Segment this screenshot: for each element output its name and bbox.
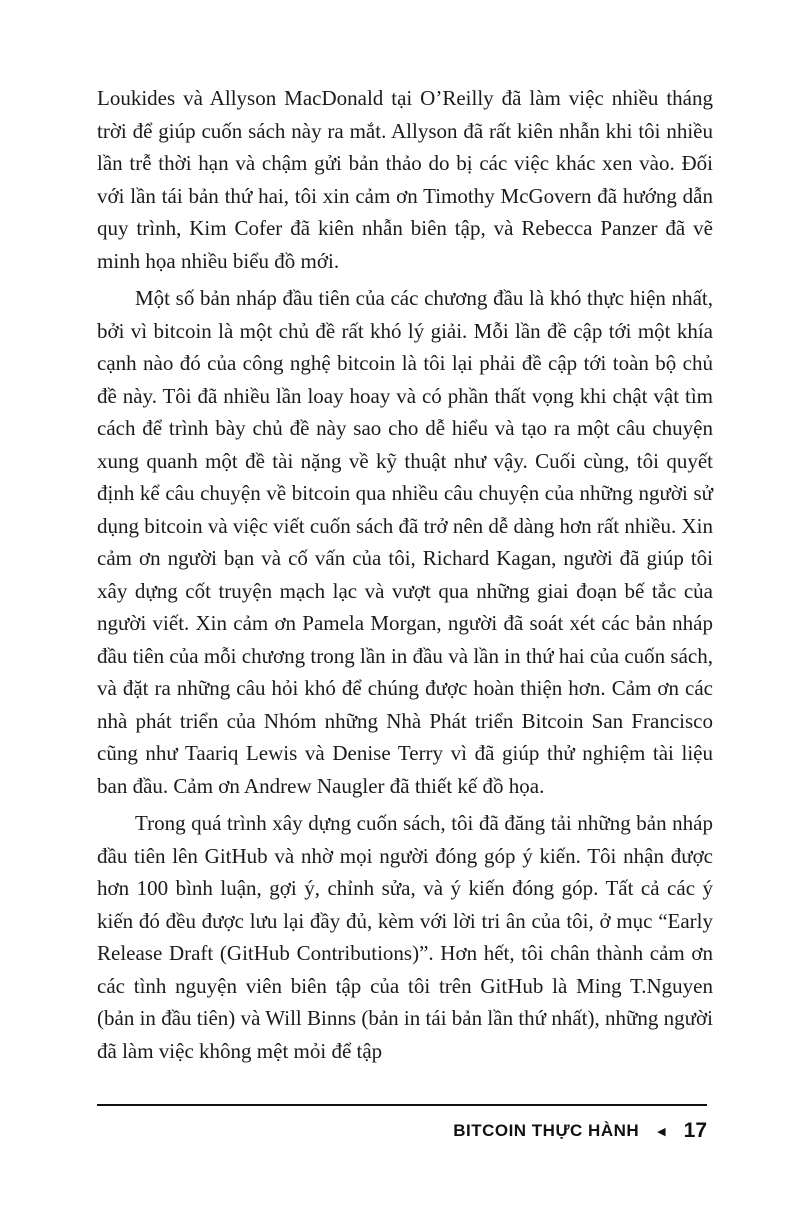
footer-book-title: BITCOIN THỰC HÀNH (453, 1121, 640, 1140)
page-footer (97, 1104, 707, 1143)
footer-rule (97, 1104, 707, 1106)
page-body (97, 82, 713, 1072)
body-paragraph: Loukides và Allyson MacDonald tại O’Reilly đã làm việc nhiều tháng trời để giúp cuốn sách này ra mắt. Allyson đã rất kiên nhẫn khi tôi nhiều lần trễ thời hạn và chậm gửi bản thảo do bị các việc khác xen vào. Đối với lần tái bản thứ hai, tôi xin cảm ơn Timothy McGovern đã hướng dẫn quy trình, Kim Cofer đã kiên nhẫn biên tập, và Rebecca Panzer đã vẽ minh họa nhiều biểu đồ mới. (97, 86, 713, 273)
page-number: 17 (683, 1119, 707, 1142)
footer-row (97, 1119, 707, 1143)
body-paragraph: Một số bản nháp đầu tiên của các chương đầu là khó thực hiện nhất, bởi vì bitcoin là một chủ đề rất khó lý giải. Mỗi lần đề cập tới một khía cạnh nào đó của công nghệ bitcoin là tôi lại phải đề cập tới toàn bộ chủ đề này. Tôi đã nhiều lần loay hoay và có phần thất vọng khi chật vật tìm cách để trình bày chủ đề này sao cho dễ hiểu và tạo ra một câu chuyện xung quanh một đề tài nặng về kỹ thuật như vậy. Cuối cùng, tôi quyết định kể câu chuyện về bitcoin qua nhiều câu chuyện của những người sử dụng bitcoin và việc viết cuốn sách đã trở nên dễ dàng hơn rất nhiều. Xin cảm ơn người bạn và cố vấn của tôi, Richard Kagan, người đã giúp tôi xây dựng cốt truyện mạch lạc và vượt qua những giai đoạn bế tắc của người viết. Xin cảm ơn Pamela Morgan, người đã soát xét các bản nháp đầu tiên của mỗi chương trong lần in đầu và lần in thứ hai của cuốn sách, và đặt ra những câu hỏi khó để chúng được hoàn thiện hơn. Cảm ơn các nhà phát triển của Nhóm những Nhà Phát triển Bitcoin San Francisco cũng như Taariq Lewis và Denise Terry vì đã giúp thử nghiệm tài liệu ban đầu. Cảm ơn Andrew Naugler đã thiết kế đồ họa. (97, 286, 713, 798)
body-paragraph: Trong quá trình xây dựng cuốn sách, tôi đã đăng tải những bản nháp đầu tiên lên GitHub và nhờ mọi người đóng góp ý kiến. Tôi nhận được hơn 100 bình luận, gợi ý, chỉnh sửa, và ý kiến đóng góp. Tất cả các ý kiến đó đều được lưu lại đầy đủ, kèm với lời tri ân của tôi, ở mục “Early Release Draft (GitHub Contributions)”. Hơn hết, tôi chân thành cảm ơn các tình nguyện viên biên tập của tôi trên GitHub là Ming T.Nguyen (bản in đầu tiên) và Will Binns (bản in tái bản lần thứ nhất), những người đã làm việc không mệt mỏi để tập (97, 811, 713, 1063)
left-triangle-icon: ◀ (657, 1125, 666, 1138)
